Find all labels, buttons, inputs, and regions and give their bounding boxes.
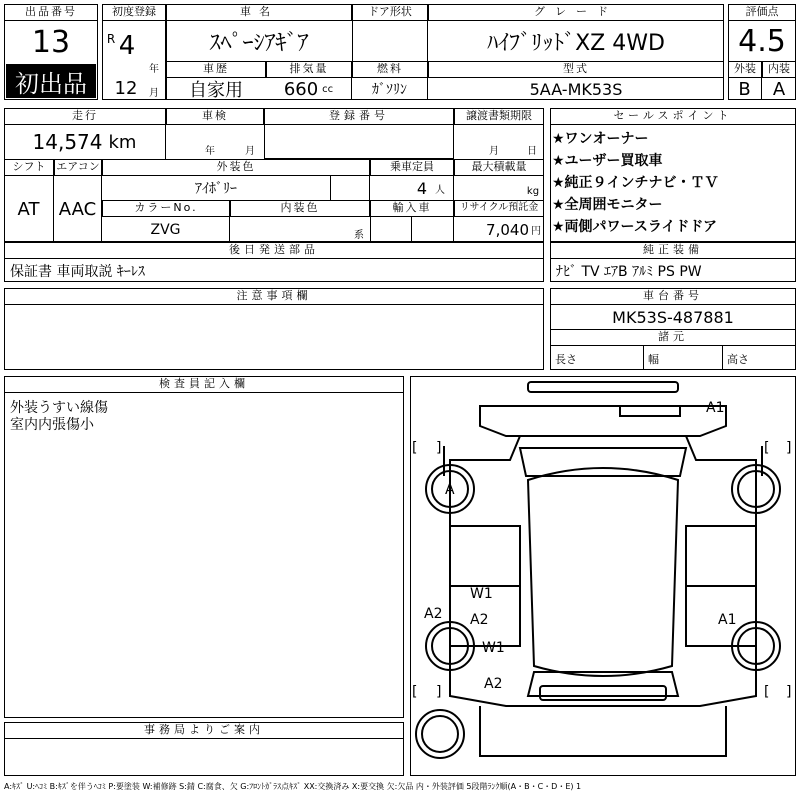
mark-left-front-wheel: A bbox=[445, 482, 455, 498]
rear-outline bbox=[480, 706, 726, 756]
dimensions-header: 諸元 bbox=[550, 329, 796, 346]
import-box-2 bbox=[411, 216, 454, 242]
spare-wheel bbox=[416, 710, 464, 758]
sales-point-item: ★純正９インチナビ・ＴＶ bbox=[552, 175, 719, 191]
model-value: 5AA-MK53S bbox=[529, 79, 623, 99]
mark-rear-left-1: W1 bbox=[470, 586, 493, 602]
car-name-header: 車名 bbox=[166, 4, 352, 21]
sales-point-item: ★ユーザー買取車 bbox=[552, 153, 663, 169]
bracket-left-bottom-close: ] bbox=[436, 684, 442, 700]
int-color-unit: 系 bbox=[354, 229, 364, 241]
mark-rear-left-2: A2 bbox=[470, 612, 489, 628]
transfer-month-unit: 月 bbox=[489, 145, 499, 157]
ext-color-header: 外装色 bbox=[102, 159, 370, 176]
mark-rear-left-3: W1 bbox=[482, 640, 505, 656]
history-header: 車歴 bbox=[166, 61, 266, 78]
model-header: 型式 bbox=[428, 61, 724, 78]
grade-header: グレード bbox=[428, 4, 724, 21]
notes-header: 注意事項欄 bbox=[4, 288, 544, 305]
bracket-right-top-close: ] bbox=[786, 440, 792, 456]
bracket-right-bottom-close: ] bbox=[786, 684, 792, 700]
ext-color-box bbox=[330, 175, 370, 201]
transfer-header: 譲渡書類期限 bbox=[454, 108, 544, 125]
ext-color-value: ｱｲﾎﾞﾘｰ bbox=[195, 181, 237, 197]
recycle-number: 7,040 bbox=[486, 220, 529, 239]
sales-points-header: セールスポイント bbox=[550, 108, 796, 125]
inspection-header: 車検 bbox=[166, 108, 264, 125]
capacity-unit: 人 bbox=[435, 184, 445, 196]
inspector-line-2: 室内内張傷小 bbox=[10, 417, 94, 433]
bracket-right-top-open: [ bbox=[764, 440, 770, 456]
legend: A:ｷｽﾞ U:ﾍｺﾐ B:ｷｽﾞを伴うﾍｺﾐ P:要塗装 W:補修跡 S:錆 C:腐食、欠 G:ﾌﾛﾝﾄｶﾞﾗｽ点ｷｽﾞ XX:交換済み X:要交換 欠:欠品 内・外装評価 5段階ﾗﾝｸ順(A・B・C・D・E) 1 bbox=[4, 782, 582, 791]
car-diagram bbox=[410, 376, 796, 776]
color-no-header: カラーNo. bbox=[102, 200, 230, 217]
era-label: R bbox=[106, 32, 116, 46]
chassis-header: 車台番号 bbox=[550, 288, 796, 305]
aircon-header: エアコン bbox=[54, 159, 102, 176]
left-front-panel bbox=[450, 526, 520, 586]
shift-header: シフト bbox=[4, 159, 54, 176]
shift-value: AT bbox=[4, 176, 54, 242]
front-bumper bbox=[528, 382, 678, 392]
import-header: 輸入車 bbox=[370, 200, 454, 217]
mark-rear-bottom: A2 bbox=[484, 676, 503, 692]
door-header: ドア形状 bbox=[352, 4, 428, 21]
interior-header: 内装 bbox=[762, 61, 796, 78]
front-grille bbox=[620, 406, 680, 416]
int-color-header: 内装色 bbox=[230, 200, 370, 217]
transfer-day-unit: 日 bbox=[527, 145, 537, 157]
right-front-panel bbox=[686, 526, 756, 586]
chassis-value: MK53S-487881 bbox=[612, 307, 734, 327]
month-unit: 月 bbox=[149, 87, 159, 99]
capacity-number: 4 bbox=[416, 178, 427, 198]
lot-no-header: 出品番号 bbox=[4, 4, 98, 21]
lot-no-value: 13 bbox=[31, 24, 71, 60]
score-value: 4.5 bbox=[738, 23, 786, 59]
exterior-value: B bbox=[728, 78, 762, 100]
windshield bbox=[520, 448, 686, 476]
recycle-value bbox=[454, 217, 544, 242]
interior-value: A bbox=[772, 78, 786, 100]
sales-point-item: ★全周囲モニター bbox=[552, 197, 663, 213]
mileage-unit: km bbox=[108, 131, 137, 153]
deferred-header: 後日発送部品 bbox=[4, 242, 544, 259]
aircon-value: AAC bbox=[54, 176, 102, 242]
mark-right-rear-panel: A1 bbox=[718, 612, 737, 628]
grade-value: ﾊｲﾌﾞﾘｯﾄﾞXZ 4WD bbox=[487, 30, 665, 56]
hood-outline bbox=[480, 406, 726, 436]
history-value: 自家用 bbox=[189, 80, 243, 101]
mark-roof-front: A1 bbox=[706, 400, 725, 416]
import-box bbox=[370, 216, 412, 242]
month-value: 12 bbox=[114, 77, 138, 99]
office-header: 事務局よりご案内 bbox=[4, 722, 404, 739]
deferred-value: 保証書 車両取説 ｷｰﾚｽ bbox=[10, 264, 145, 280]
first-listing-badge: 初出品 bbox=[6, 64, 96, 98]
inspection-month-unit: 月 bbox=[245, 145, 255, 157]
exterior-header: 外装 bbox=[728, 61, 762, 78]
mark-left-rear-panel: A2 bbox=[424, 606, 443, 622]
load-unit: kg bbox=[526, 185, 540, 197]
color-no-value: ZVG bbox=[102, 217, 230, 242]
inspector-line-1: 外装うすい線傷 bbox=[10, 400, 108, 416]
sales-point-item: ★ワンオーナー bbox=[552, 131, 649, 147]
reg-no-value bbox=[264, 124, 454, 159]
height-label: 高さ bbox=[727, 353, 749, 366]
year-value: 4 bbox=[118, 31, 136, 61]
roof bbox=[528, 468, 678, 676]
bracket-left-top-open: [ bbox=[412, 440, 418, 456]
mileage-header: 走行 bbox=[4, 108, 166, 125]
rear-bumper bbox=[540, 686, 666, 700]
sales-points-list bbox=[552, 128, 796, 238]
first-reg-header: 初度登録 bbox=[102, 4, 166, 21]
mileage-number: 14,574 bbox=[32, 130, 103, 154]
car-name-value: ｽﾍﾟｰｼｱｷﾞｱ bbox=[209, 30, 309, 56]
bracket-left-bottom-open: [ bbox=[412, 684, 418, 700]
inspection-year-unit: 年 bbox=[205, 145, 215, 157]
door-value bbox=[352, 20, 428, 62]
inspector-header: 検査員記入欄 bbox=[4, 376, 404, 393]
score-header: 評価点 bbox=[728, 4, 796, 21]
displacement-unit: cc bbox=[322, 83, 334, 95]
capacity-value bbox=[370, 176, 454, 200]
fuel-header: 燃料 bbox=[352, 61, 428, 78]
displacement-number: 660 bbox=[283, 78, 319, 100]
bracket-right-bottom-open: [ bbox=[764, 684, 770, 700]
capacity-header: 乗車定員 bbox=[370, 159, 454, 176]
bracket-left-top-close: ] bbox=[436, 440, 442, 456]
genuine-equip-header: 純正装備 bbox=[550, 242, 796, 259]
fuel-value: ｶﾞｿﾘﾝ bbox=[352, 78, 428, 100]
max-load-header: 最大積載量 bbox=[454, 159, 544, 176]
recycle-unit: 円 bbox=[531, 226, 541, 237]
year-unit: 年 bbox=[149, 63, 159, 75]
mileage-value bbox=[4, 125, 166, 159]
displacement-header: 排気量 bbox=[266, 61, 352, 78]
displacement-value bbox=[266, 78, 352, 100]
length-label: 長さ bbox=[555, 353, 577, 366]
genuine-equip-value: ﾅﾋﾞ TV ｴｱB ｱﾙﾐ PS PW bbox=[556, 264, 702, 280]
recycle-header: リサイクル預託金 bbox=[454, 200, 544, 217]
width-label: 幅 bbox=[648, 353, 659, 366]
sales-point-item: ★両側パワースライドドア bbox=[552, 219, 718, 235]
reg-no-header: 登録番号 bbox=[264, 108, 454, 125]
